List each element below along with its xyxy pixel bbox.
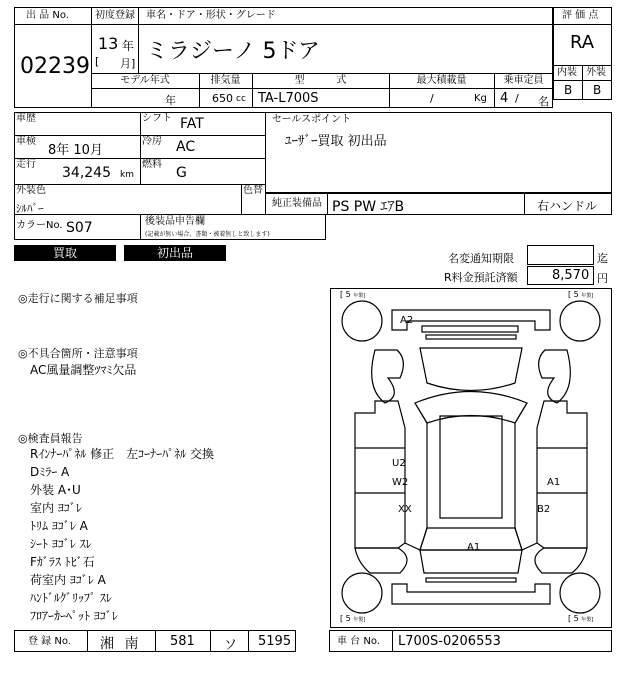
grade-label: 評 価 点 xyxy=(562,10,599,21)
plate-class: 581 xyxy=(170,634,195,649)
damage-mark: U2 xyxy=(392,458,406,469)
shift: FAT xyxy=(180,116,204,132)
inspector-line: 室内 ﾖｺﾞﾚ xyxy=(30,501,82,515)
inspector-line: 外装 A･U xyxy=(30,483,81,497)
tag-buyback: 買取 xyxy=(14,245,116,261)
defect-item: AC風量調整ﾂﾏﾐ欠品 xyxy=(30,363,137,377)
color-change-label: 色替 xyxy=(243,185,263,196)
sales-point-label: セールスポイント xyxy=(272,114,352,125)
transfer-deadline-unit: 迄 xyxy=(597,252,608,265)
plate-number: 5195 xyxy=(258,634,292,649)
tire-front-right xyxy=(560,301,600,341)
mileage-label: 走行 xyxy=(16,159,36,170)
inspection-label: 車検 xyxy=(16,136,36,147)
tire-age-front-left: [ 5 年製] xyxy=(340,290,366,299)
type-code: TA-L700S xyxy=(258,91,319,106)
transfer-deadline-box xyxy=(527,245,594,265)
hood xyxy=(420,348,522,391)
chassis-label: 車 台 No. xyxy=(337,636,380,647)
car-desc-label: 車名・ドア・形状・グレード xyxy=(146,10,276,21)
left-a-pillar xyxy=(405,403,427,550)
month-open: [ xyxy=(95,55,100,68)
genuine-equip: PS PW ｴｱB xyxy=(332,199,405,215)
left-front-fender xyxy=(372,350,404,403)
car-name: ミラジーノ 5ドア xyxy=(146,39,320,64)
inspection: 8年 10月 xyxy=(48,143,103,158)
rear-bumper xyxy=(392,584,550,604)
tire-age-front-right: [ 5 年製] xyxy=(568,290,594,299)
roof xyxy=(440,416,502,518)
tire-rear-right xyxy=(560,573,600,613)
recycle-unit: 円 xyxy=(597,272,608,285)
tire-age-rear-right: [ 5 年製] xyxy=(568,614,594,623)
right-front-fender xyxy=(539,350,571,403)
chassis-number: L700S-0206553 xyxy=(398,634,501,649)
right-rear-quarter xyxy=(535,548,587,573)
car-damage-diagram xyxy=(330,288,612,628)
capacity-slash: / xyxy=(515,92,519,105)
fuel-label: 燃料 xyxy=(142,159,162,170)
exterior-color-label: 外装色 xyxy=(16,185,46,196)
body-left xyxy=(355,401,405,548)
first-reg-year: 13 xyxy=(98,34,119,53)
interior-grade: B xyxy=(564,83,573,97)
right-a-pillar xyxy=(515,403,537,550)
inspector-line: Fｶﾞﾗｽ ﾄﾋﾞ石 xyxy=(30,555,95,569)
displacement-unit: cc xyxy=(236,94,246,104)
tire-rear-left xyxy=(342,573,382,613)
inspector-line: ｼｰﾄ ﾖｺﾞﾚ ｽﾚ xyxy=(30,537,92,551)
exterior-grade: B xyxy=(593,83,602,97)
inspector-line: ﾊﾝﾄﾞﾙｸﾞﾘｯﾌﾟ ｽﾚ xyxy=(30,591,112,605)
color-no-label: カラーNo. xyxy=(16,220,63,231)
windshield xyxy=(415,392,527,424)
damage-mark: A1 xyxy=(547,477,561,488)
model-year-label: モデル年式 xyxy=(120,75,170,86)
interior-grade-label: 内装 xyxy=(557,67,577,78)
exterior-grade-label: 外装 xyxy=(586,67,606,78)
year-unit: 年 xyxy=(122,39,135,53)
month-unit: 月] xyxy=(120,57,136,70)
first-reg-label: 初度登録 xyxy=(95,10,135,21)
left-rear-quarter xyxy=(355,548,407,573)
inspector-line: Dﾐﾗｰ A xyxy=(30,465,70,479)
lot-label: 出 品 No. xyxy=(26,10,69,21)
displacement-label: 排気量 xyxy=(210,75,241,86)
type-label: 型 式 xyxy=(294,75,347,86)
inspector-line: ﾌﾛｱｰｶｰﾍﾟｯﾄ ﾖｺﾞﾚ xyxy=(30,609,118,623)
recycle-amount: 8,570 xyxy=(552,268,590,283)
damage-mark: B2 xyxy=(537,504,551,515)
damage-mark: W2 xyxy=(392,477,409,488)
aftermarket-note: (記載が無い場合、書類・被着無しと致します) xyxy=(145,231,270,238)
front-bumper xyxy=(392,310,550,330)
body-right xyxy=(537,401,587,548)
defects-title: ◎不具合箇所・注意事項 xyxy=(18,347,138,360)
damage-mark: A1 xyxy=(467,542,481,553)
max-load-label: 最大積載量 xyxy=(416,75,467,86)
mileage: 34,245 xyxy=(62,165,111,181)
genuine-equip-label: 純正装備品 xyxy=(272,198,322,209)
steering-side: 右ハンドル xyxy=(537,199,598,213)
shift-label: シフト xyxy=(142,113,172,124)
inspector-line: ﾄﾘﾑ ﾖｺﾞﾚ A xyxy=(30,519,88,533)
tire-front-left xyxy=(342,301,382,341)
rear-hatch xyxy=(420,550,522,573)
capacity-unit: 名 xyxy=(538,95,549,108)
exterior-color: ｼﾙﾊﾞｰ xyxy=(16,202,44,215)
inspector-line: 荷室内 ﾖｺﾞﾚ A xyxy=(30,573,106,587)
registration-label: 登 録 No. xyxy=(28,636,71,647)
model-year-unit: 年 xyxy=(165,94,176,107)
cooling: AC xyxy=(176,139,196,155)
load-unit: Kg xyxy=(474,93,487,104)
plate-region: 湘 南 xyxy=(100,636,142,652)
running-remarks-title: ◎走行に関する補足事項 xyxy=(18,292,138,305)
plate-kana: ソ xyxy=(224,638,238,653)
color-no: S07 xyxy=(66,220,93,236)
damage-mark: XX xyxy=(398,504,412,515)
damage-mark: A2 xyxy=(400,315,414,326)
sales-point: ﾕｰｻﾞｰ買取 初出品 xyxy=(285,134,387,149)
displacement: 650 xyxy=(212,92,233,105)
capacity-label: 乗車定員 xyxy=(503,75,544,86)
aftermarket-label: 後装品申告欄 xyxy=(145,216,205,227)
inspector-line: Rｲﾝﾅｰﾊﾟﾈﾙ 修正 左ｺｰﾅｰﾊﾟﾈﾙ 交換 xyxy=(30,447,214,461)
recycle-label: R料金預託済額 xyxy=(444,271,518,284)
lot-number: 02239 xyxy=(20,54,90,79)
cooling-label: 冷房 xyxy=(142,136,162,147)
capacity: 4 xyxy=(500,91,509,106)
overall-grade: RA xyxy=(570,32,595,53)
tire-age-rear-left: [ 5 年製] xyxy=(340,614,366,623)
history-label: 車歴 xyxy=(16,113,36,124)
tag-first-listing: 初出品 xyxy=(124,245,226,261)
fuel: G xyxy=(176,165,187,181)
mileage-unit: km xyxy=(120,170,134,180)
transfer-deadline-label: 名変通知期限 xyxy=(448,252,514,265)
load-slash: / xyxy=(430,92,434,105)
inspector-title: ◎検査員報告 xyxy=(18,432,83,445)
